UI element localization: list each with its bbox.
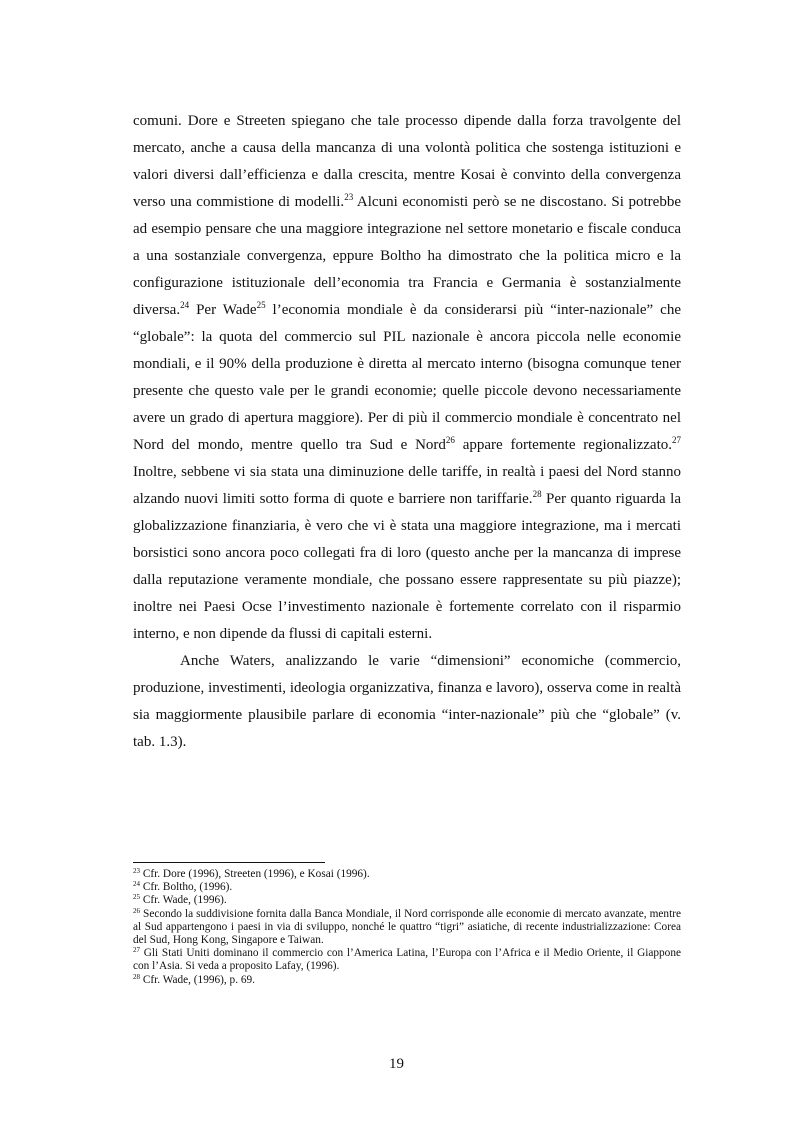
footnote-ref-28[interactable]: 28 — [532, 489, 542, 499]
footnote-divider — [133, 862, 325, 863]
text-segment: appare fortemente regionalizzato. — [454, 437, 672, 453]
footnote-text: Cfr. Wade, (1996), p. 69. — [140, 973, 255, 986]
footnote-ref-25[interactable]: 25 — [256, 300, 266, 310]
text-segment: comuni. Dore e Streeten spiegano che tale processo dipende dalla forza travolgente del mercato, anche a causa della mancanza di una volontà politica che sostenga istituzioni e valori diversi dall’efficienza e dalla crescita, mentre Kosai è convinto della convergenza verso una commistione di modelli. — [133, 113, 681, 210]
footnote-text: Secondo la suddivisione fornita dalla Banca Mondiale, il Nord corrisponde alle economie di mercato avanzate, mentre al Sud appartengono i paesi in via di sviluppo, nonché le quattro “tigri” asiatiche, di recente industrializzazione: Corea del Sud, Hong Kong, Singapore e Taiwan. — [133, 907, 681, 947]
footnote-ref-24[interactable]: 24 — [180, 300, 190, 310]
footnote-28 — [133, 974, 681, 987]
footnote-text: Cfr. Dore (1996), Streeten (1996), e Kosai (1996). — [140, 868, 370, 880]
footnote-ref-26[interactable]: 26 — [445, 435, 455, 445]
text-segment: Per quanto riguarda la globalizzazione finanziaria, è vero che vi è stata una maggiore integrazione, ma i mercati borsistici sono ancora poco collegati fra di loro (questo anche per la mancanza di imprese dalla reputazione veramente mondiale, che possano essere rappresentate su più piazze); inoltre nei Paesi Ocse l’investimento nazionale è fortemente correlato con il risparmio interno, e non dipende da flussi di capitali esterni. — [133, 491, 681, 642]
footnote-text: Cfr. Boltho, (1996). — [140, 881, 233, 894]
footnote-text: Gli Stati Uniti dominano il commercio con l’America Latina, l’Europa con l’Africa e il Medio Oriente, il Giappone con l’Asia. Si veda a proposito Lafay, (1996). — [133, 947, 681, 973]
footnotes — [133, 868, 681, 987]
body-text — [133, 108, 681, 756]
footnote-23 — [133, 868, 681, 881]
footnote-number: 28 — [133, 972, 140, 981]
footnote-ref-27[interactable]: 27 — [672, 435, 681, 445]
footnote-number: 26 — [133, 906, 140, 915]
footnote-24 — [133, 881, 681, 894]
text-segment: l’economia mondiale è da considerarsi più “inter-nazionale” che “globale”: la quota del commercio sul PIL nazionale è ancora piccola nelle economie mondiali, e il 90% della produzione è diretta al mercato interno (bisogna comunque tener presente che questo vale per le grandi economie; quelle piccole devono necessariamente avere un grado di apertura maggiore). Per di più il commercio mondiale è concentrato nel Nord del mondo, mentre quello tra Sud e Nord — [133, 302, 681, 453]
footnote-number: 23 — [133, 867, 140, 875]
footnote-25 — [133, 894, 681, 907]
paragraph-1 — [133, 108, 681, 648]
footnote-text: Cfr. Wade, (1996). — [140, 894, 227, 907]
text-segment: Alcuni economisti però se ne discostano. Si potrebbe ad esempio pensare che una maggiore integrazione nel settore monetario e fiscale conduca a una sostanziale convergenza, eppure Boltho ha dimostrato che la politica micro e la configurazione istituzionale dell’economia tra Francia e Germania è sostanzialmente diversa. — [133, 194, 681, 318]
page-number: 19 — [389, 1056, 404, 1072]
text-segment: Per Wade — [189, 302, 257, 318]
text-segment: Inoltre, sebbene vi sia stata una diminuzione delle tariffe, in realtà i paesi del Nord stanno alzando nuovi limiti sotto forma di quote e barriere non tariffarie. — [133, 464, 681, 507]
paragraph-2: Anche Waters, analizzando le varie “dimensioni” economiche (commercio, produzione, investimenti, ideologia organizzativa, finanza e lavoro), osserva come in realtà sia maggiormente plausibile parlare di economia “inter-nazionale” più che “globale” (v. tab. 1.3). — [133, 653, 681, 750]
footnote-ref-23[interactable]: 23 — [344, 192, 354, 202]
footnote-number: 27 — [133, 946, 140, 955]
footnote-number: 24 — [133, 880, 140, 889]
footnote-number: 25 — [133, 893, 140, 902]
footnote-27 — [133, 947, 681, 973]
footnote-26 — [133, 908, 681, 948]
